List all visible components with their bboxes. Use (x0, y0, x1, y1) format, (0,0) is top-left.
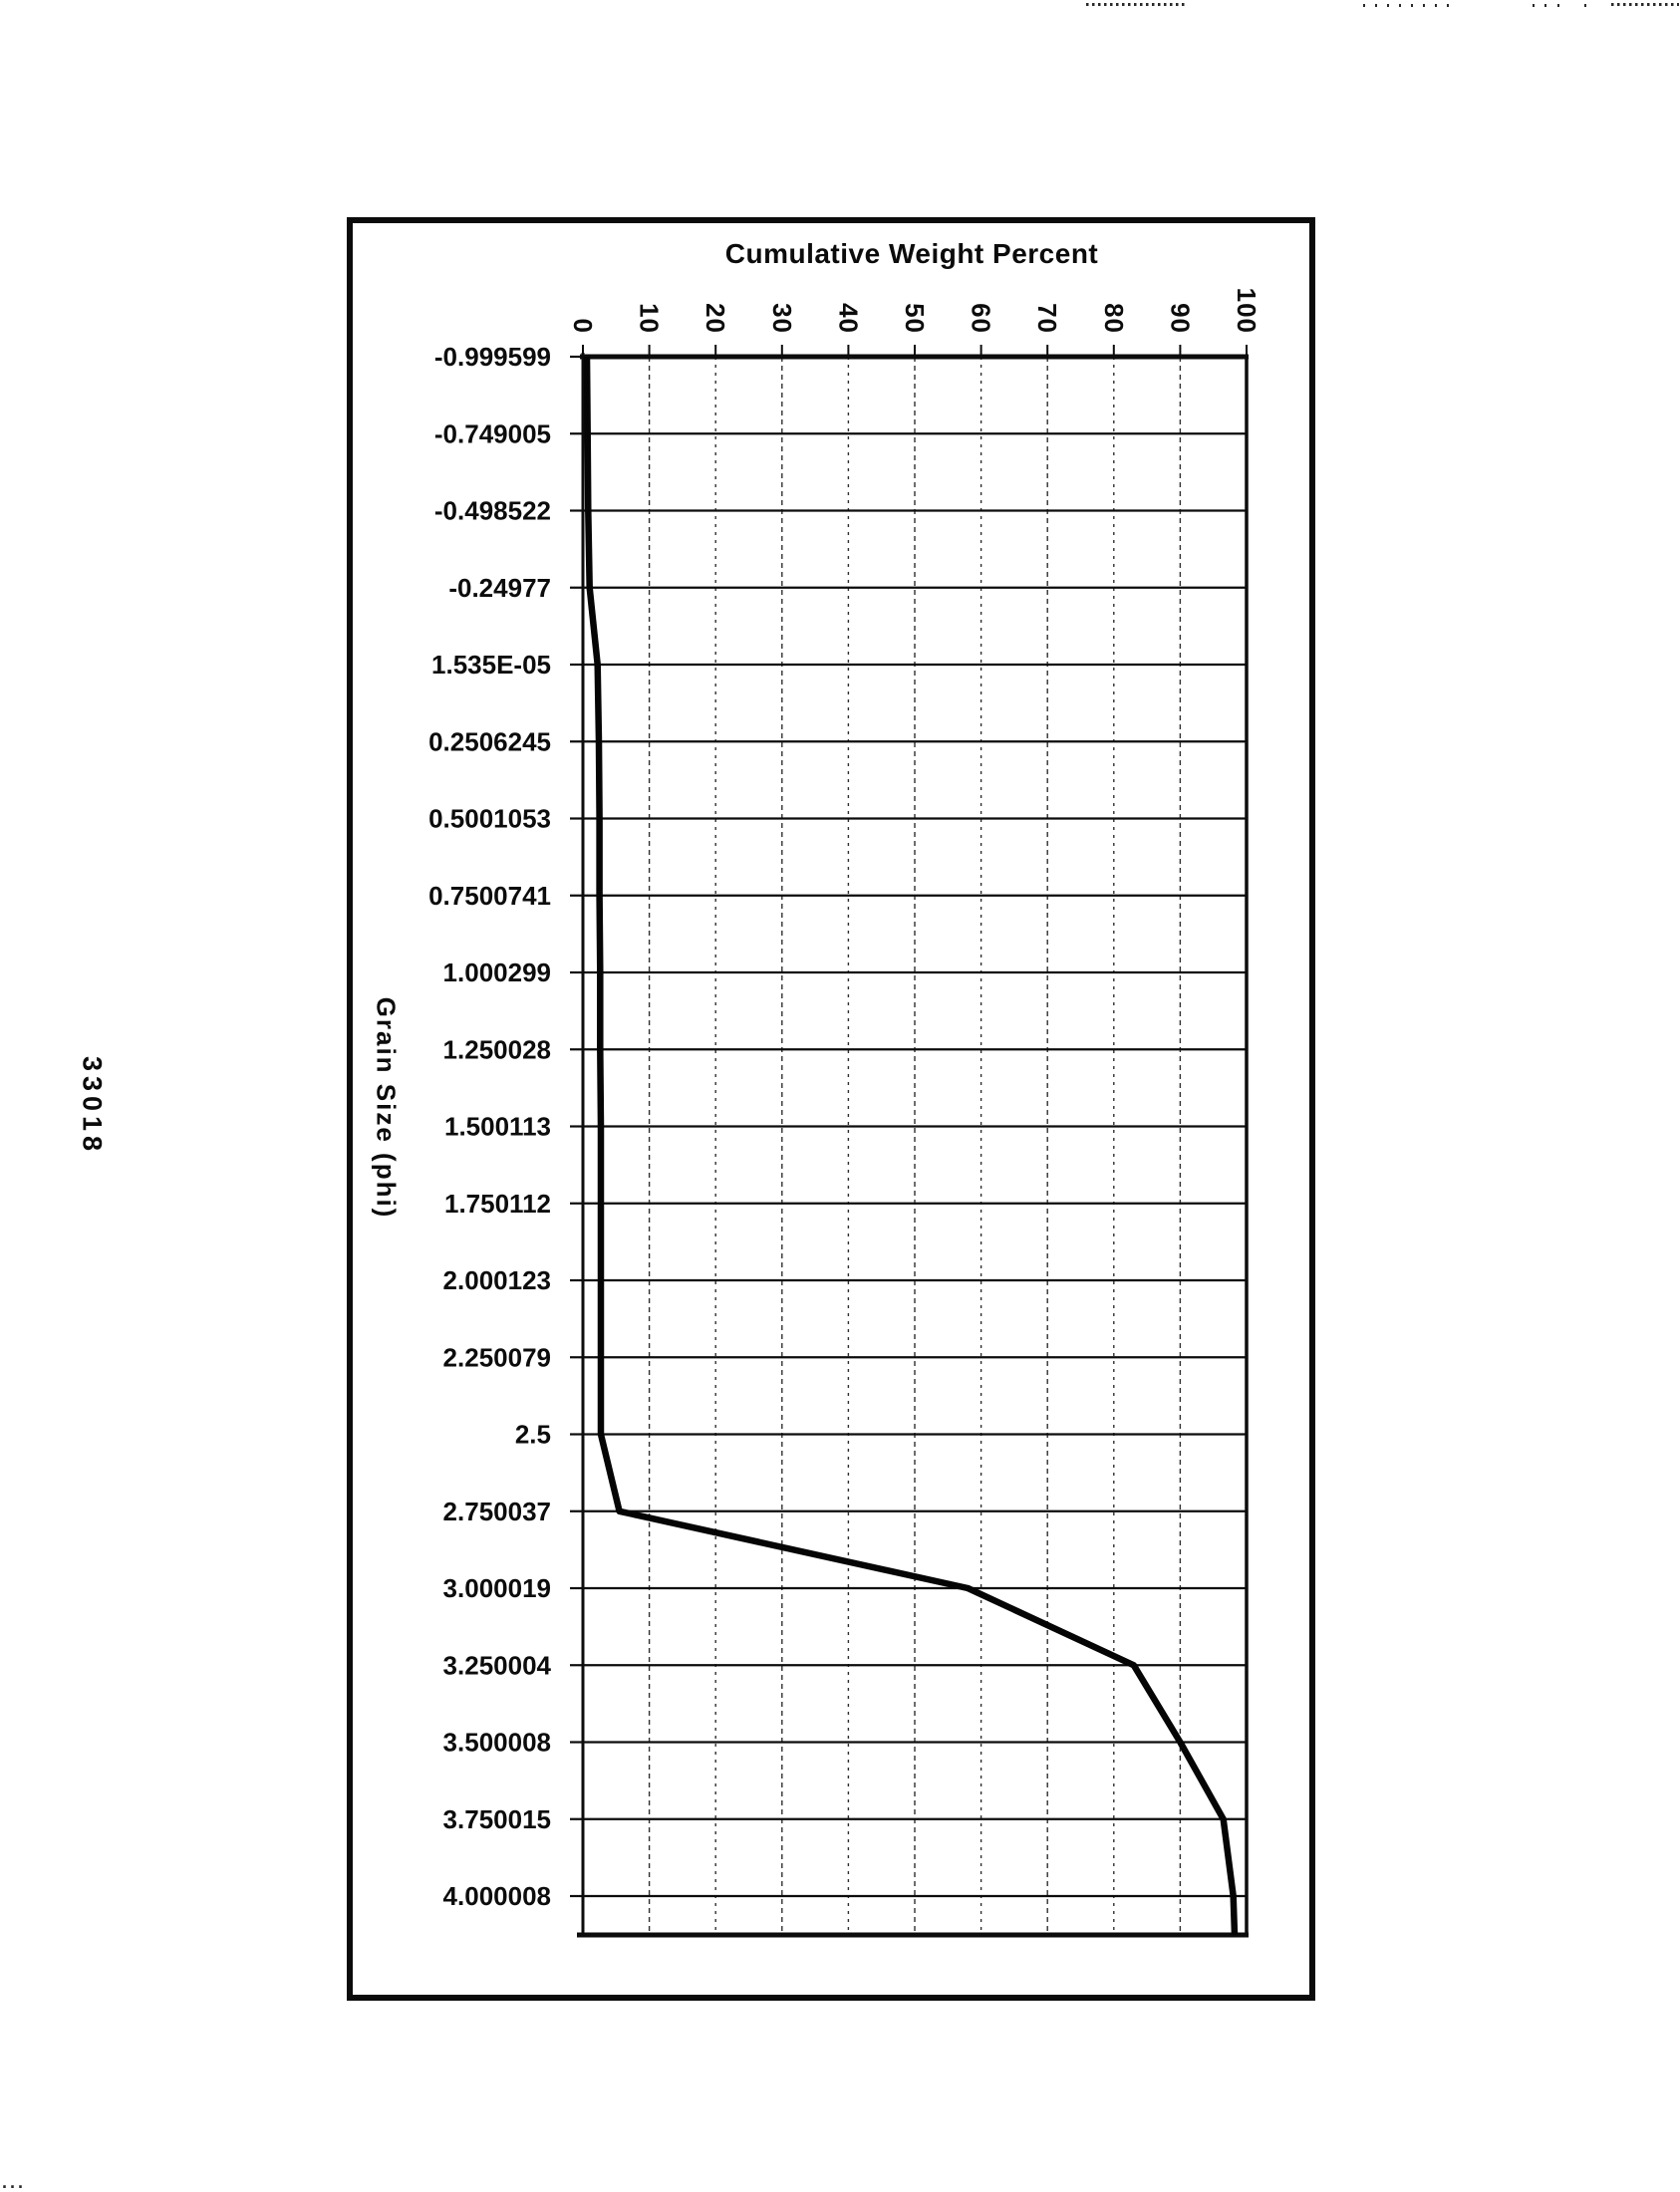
chart-title: Cumulative Weight Percent (724, 238, 1099, 269)
y-tick-label: 3.750015 (442, 1803, 551, 1834)
y-tick-label: 1.000299 (442, 958, 551, 987)
x-tick-label: 10 (634, 303, 665, 334)
y-tick-label: 0.7500741 (428, 880, 551, 911)
y-tick-label: 2.5 (514, 1419, 551, 1450)
y-tick-label: -0.498522 (433, 495, 551, 526)
cumulative-weight-curve (587, 357, 1235, 1935)
y-axis-title: Grain Size (phi) (371, 996, 402, 1220)
y-tick-label: -0.24977 (448, 572, 551, 603)
y-tick-label: 3.500008 (442, 1727, 551, 1758)
y-tick-label: 1.535E-05 (431, 650, 551, 680)
x-tick-label: 20 (700, 303, 731, 334)
x-tick-label: 0 (568, 318, 598, 334)
scan-artifact-corner-dots: ... (2, 2172, 27, 2192)
x-tick-label: 30 (766, 303, 797, 334)
y-tick-label: 4.000008 (442, 1881, 551, 1911)
y-tick-label: 1.500113 (443, 1111, 551, 1142)
y-tick-label: 3.000019 (442, 1573, 551, 1603)
y-tick-label: 2.750037 (442, 1496, 551, 1526)
y-tick-label: 3.250004 (442, 1650, 551, 1681)
x-tick-label: 50 (900, 303, 930, 334)
y-tick-label: 0.2506245 (428, 726, 551, 757)
x-tick-label: 100 (1232, 287, 1261, 334)
margin-sample-number: 33018 (77, 1055, 108, 1157)
y-tick-label: 2.250079 (442, 1342, 551, 1373)
x-tick-label: 40 (833, 303, 864, 334)
y-tick-label: 1.750112 (443, 1188, 551, 1219)
x-tick-label: 90 (1165, 303, 1196, 334)
y-tick-label: 1.250028 (442, 1034, 551, 1065)
y-tick-label: 2.000123 (442, 1265, 551, 1295)
y-tick-label: 0.5001053 (428, 803, 551, 834)
x-tick-label: 60 (966, 303, 996, 334)
x-tick-label: 70 (1032, 303, 1063, 334)
y-tick-label: -0.749005 (433, 418, 551, 449)
x-tick-label: 80 (1098, 303, 1129, 334)
y-tick-label: -0.999599 (433, 342, 551, 372)
